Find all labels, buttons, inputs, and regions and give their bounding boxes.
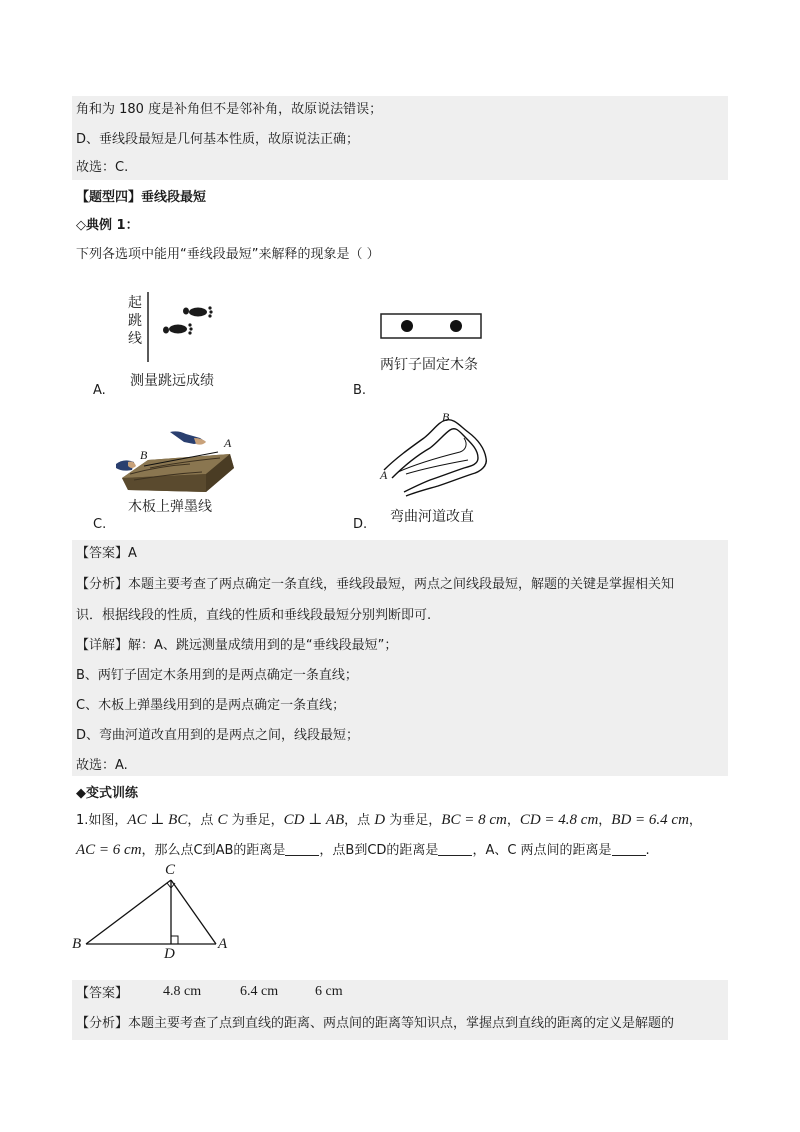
answer-blank-2[interactable] — [438, 841, 472, 856]
q-text-3: 为垂足， — [227, 813, 284, 828]
triangle-vertex-b: B — [72, 936, 82, 952]
practice-answer-1: 4.8 cm — [163, 984, 202, 999]
figure-c-ink-line — [110, 428, 240, 498]
practice-analysis: 【分析】本题主要考查了点到直线的距离、两点间的距离等知识点，掌握点到直线的距离的定义是解题的 — [76, 1016, 675, 1031]
option-a-label: A. — [93, 383, 106, 398]
q-math-6: AC = 6 cm — [76, 842, 142, 858]
prev-line-3: 故选：C. — [76, 160, 129, 175]
practice-title: ◆变式训练 — [76, 786, 138, 801]
detail-line-4: D、弯曲河道改直用到的是两点之间，线段最短； — [76, 728, 360, 743]
analysis-line-2: 识．根据线段的性质，直线的性质和垂线段最短分别判断即可. — [76, 608, 432, 623]
caption-b: 两钉子固定木条 — [380, 358, 478, 373]
q-math-2: CD ⊥ AB — [283, 812, 345, 828]
q-text-5: 为垂足， — [385, 813, 442, 828]
option-b-label: B. — [353, 383, 367, 398]
practice-answer-2: 6.4 cm — [240, 984, 279, 999]
option-d-label: D. — [353, 517, 368, 532]
section-title: 【题型四】垂线段最短 — [76, 190, 207, 205]
footprints-icon — [120, 288, 240, 368]
q-math-5: BD = 6.4 cm — [611, 812, 689, 828]
practice-answer-3: 6 cm — [315, 984, 343, 999]
figure-a-long-jump — [120, 288, 240, 368]
analysis-line-1: 【分析】本题主要考查了两点确定一条直线，垂线段最短，两点之间线段最短，解题的关键是掌握相关知 — [76, 577, 675, 592]
point-a-label: A — [224, 436, 232, 450]
triangle-vertex-c: C — [165, 862, 176, 878]
q-end: . — [645, 843, 650, 858]
q-math-3: BC = 8 cm — [441, 812, 507, 828]
choice-line: 故选：A. — [76, 758, 128, 773]
caption-d: 弯曲河道改直 — [390, 510, 474, 525]
example-label: ◇典例 1： — [76, 218, 139, 233]
figure-d-river — [376, 408, 496, 504]
q-text-4: ，点 — [344, 813, 375, 828]
start-line-char-1: 起 — [128, 296, 142, 311]
q-text-1: 1.如图， — [76, 813, 128, 828]
caption-a: 测量跳远成绩 — [130, 374, 214, 389]
answer-blank-1[interactable] — [285, 841, 319, 856]
answer-line: 【答案】A — [76, 546, 137, 561]
practice-answer-label: 【答案】 — [76, 986, 129, 1001]
triangle-foot-d: D — [164, 946, 175, 962]
q-text-2: ，点 — [187, 813, 218, 828]
answer-blank-3[interactable] — [612, 841, 646, 856]
figure-b-wood-strip — [380, 312, 484, 342]
detail-line-1: 【详解】解：A、跳远测量成绩用到的是“垂线段最短”； — [76, 638, 398, 653]
triangle-vertex-a: A — [218, 936, 228, 952]
river-point-b: B — [442, 410, 450, 424]
start-line-char-2: 跳 — [128, 314, 142, 329]
q-math-4: CD = 4.8 cm — [519, 812, 599, 828]
detail-line-2: B、两钉子固定木条用到的是两点确定一条直线； — [76, 668, 358, 683]
q-text-8: ，A、C 两点间的距离是 — [472, 843, 612, 858]
option-c-label: C. — [93, 517, 107, 532]
triangle-figure — [70, 862, 240, 964]
q-math-1: AC ⊥ BC — [127, 812, 188, 828]
river-point-a: A — [380, 468, 388, 482]
q-point-d: D — [374, 812, 386, 828]
prev-line-1: 角和为 180 度是补角但不是邻补角，故原说法错误； — [76, 102, 383, 117]
practice-question-line-2 — [76, 840, 650, 861]
q-text-6: ，那么点C到AB的距离是 — [141, 843, 286, 858]
point-b-label: B — [140, 448, 148, 462]
practice-question-line-1: 1.如图，AC ⊥ BC，点 C 为垂足，CD ⊥ AB，点 D 为垂足，BC = 8 cm，CD = 4.8 cm，BD = 6.4 cm， — [76, 812, 702, 828]
prev-line-2: D、垂线段最短是几何基本性质，故原说法正确； — [76, 132, 360, 147]
question-text: 下列各选项中能用“垂线段最短”来解释的现象是（ ） — [76, 247, 380, 262]
q-text-7: ，点B到CD的距离是 — [319, 843, 439, 858]
q-point-c: C — [217, 812, 228, 828]
start-line-char-3: 线 — [128, 332, 142, 347]
caption-c: 木板上弹墨线 — [128, 500, 212, 515]
detail-line-3: C、木板上弹墨线用到的是两点确定一条直线； — [76, 698, 346, 713]
